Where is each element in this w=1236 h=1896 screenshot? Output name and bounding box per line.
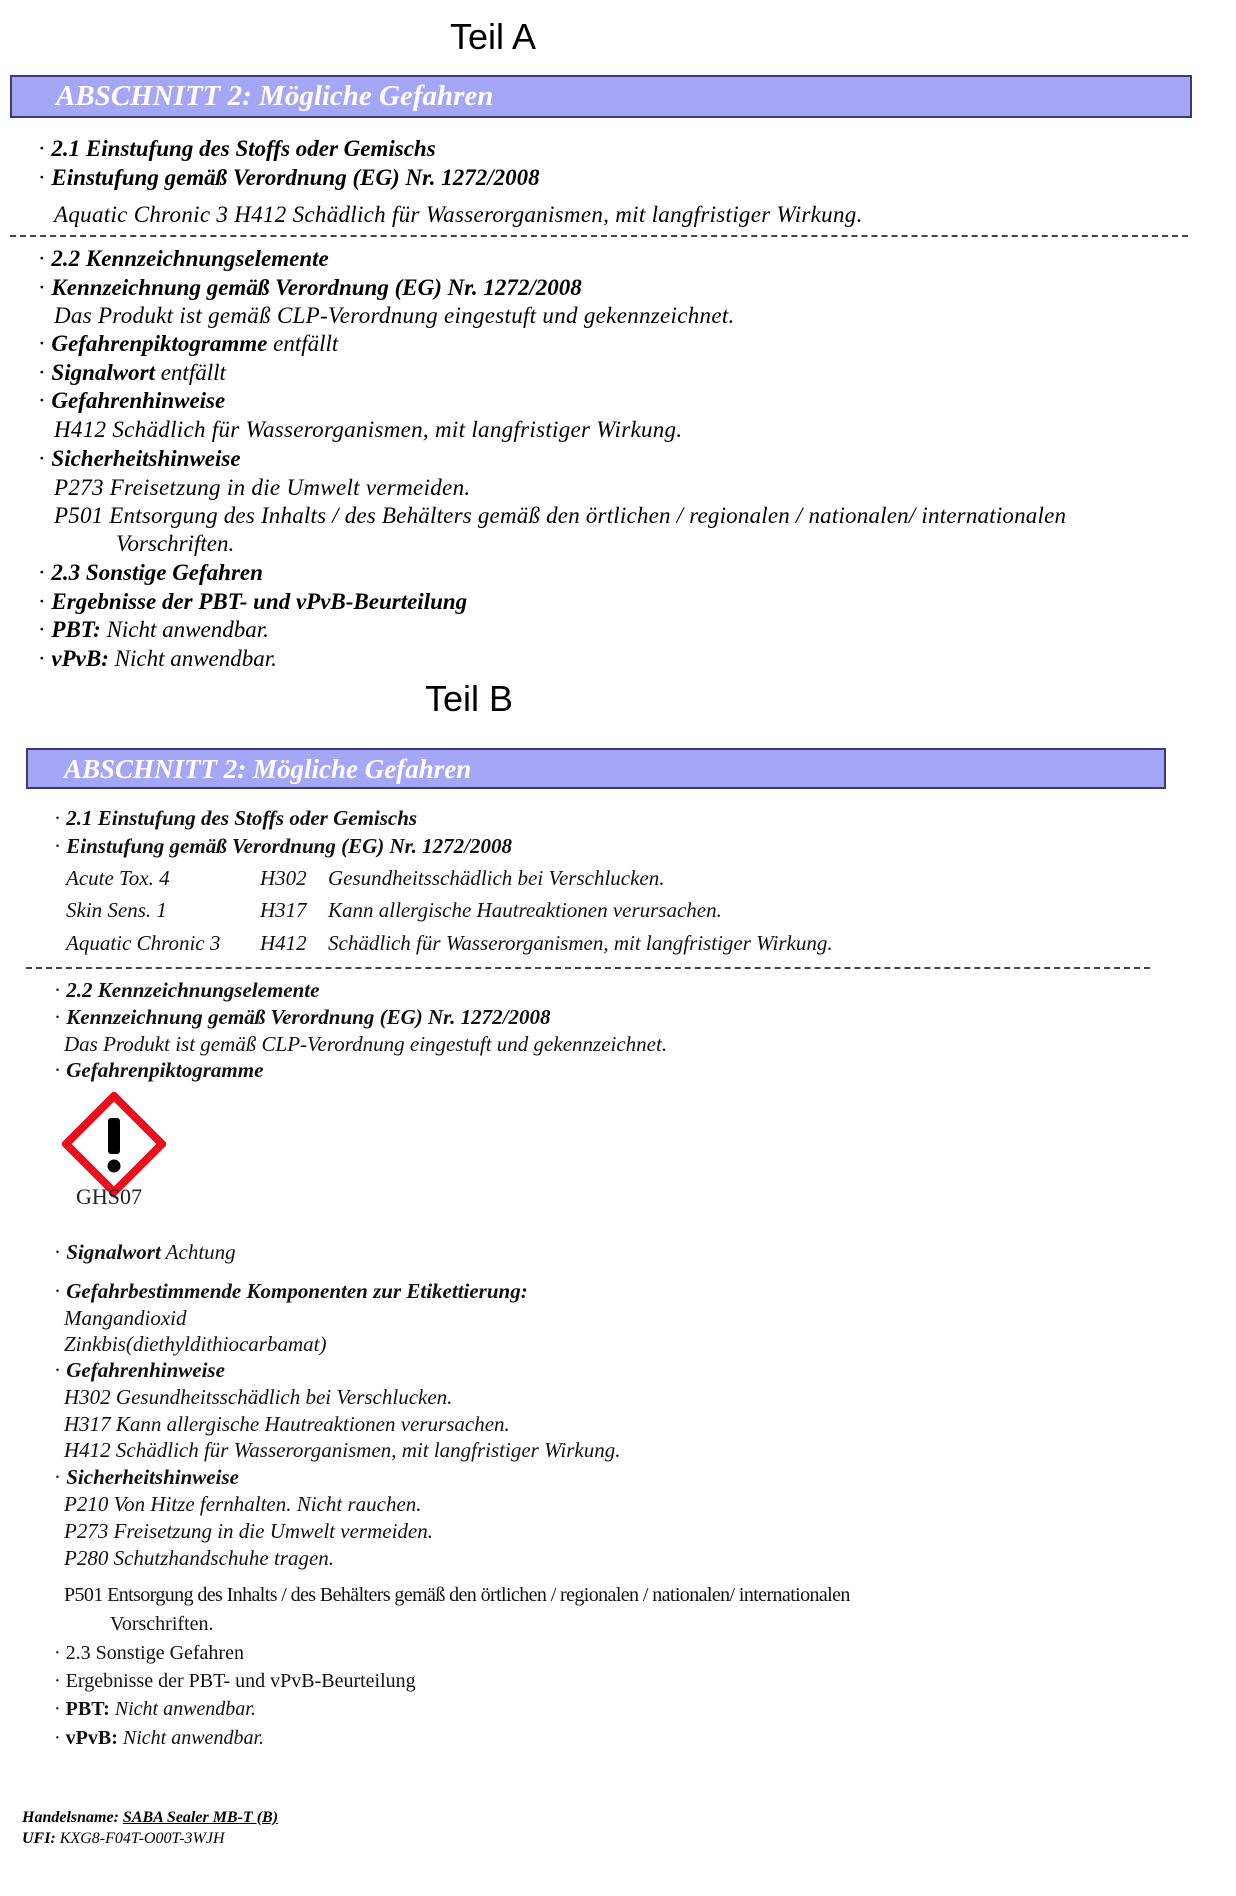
part-b-hazard-label: · Gefahrenhinweise [54, 1358, 225, 1382]
part-a-s22-heading: · 2.2 Kennzeichnungselemente [38, 246, 329, 271]
ufi-code: UFI: KXG8-F04T-O00T-3WJH [22, 1830, 225, 1847]
part-b-pbt: · PBT: Nicht anwendbar. [54, 1698, 256, 1720]
part-b-p501-line2: Vorschriften. [110, 1613, 214, 1635]
part-a-s22-sub: · Kennzeichnung gemäß Verordnung (EG) Nr. 1272/2008 [38, 275, 582, 300]
part-b-s22-sub: · Kennzeichnung gemäß Verordnung (EG) Nr. 1272/2008 [54, 1005, 551, 1029]
part-a-dashed-divider [10, 235, 1188, 237]
part-b-class-code-2: H317 [260, 898, 307, 922]
ghs07-label: GHS07 [76, 1184, 143, 1209]
part-b-title: Teil B [425, 678, 514, 719]
part-b-vpvb: · vPvB: Nicht anwendbar. [54, 1727, 265, 1749]
part-a-s21-sub: · Einstufung gemäß Verordnung (EG) Nr. 1272/2008 [38, 165, 540, 190]
part-b-p273: P273 Freisetzung in die Umwelt vermeiden. [64, 1519, 433, 1543]
part-b-pbt-heading: · Ergebnisse der PBT- und vPvB-Beurteilung [54, 1670, 416, 1692]
part-b-section-banner [26, 748, 1166, 789]
part-b-p210: P210 Von Hitze fernhalten. Nicht rauchen. [64, 1492, 422, 1516]
part-b-class-name-3: Aquatic Chronic 3 [66, 931, 221, 955]
part-a-banner-text: ABSCHNITT 2: Mögliche Gefahren [56, 80, 494, 112]
part-b-class-text-1: Gesundheitsschädlich bei Verschlucken. [328, 866, 665, 890]
part-b-s21-sub: · Einstufung gemäß Verordnung (EG) Nr. 1272/2008 [54, 834, 513, 858]
part-a-pbt: · PBT: Nicht anwendbar. [38, 617, 269, 642]
part-b-p280: P280 Schutzhandschuhe tragen. [64, 1546, 335, 1570]
part-b-class-name-1: Acute Tox. 4 [66, 866, 170, 890]
part-b-h412: H412 Schädlich für Wasserorganismen, mit langfristiger Wirkung. [64, 1438, 621, 1462]
part-a-signalword: · Signalwort entfällt [38, 360, 226, 385]
part-a-title: Teil A [450, 16, 537, 57]
part-b-signalword: · Signalwort Achtung [54, 1240, 236, 1264]
part-a-vpvb: · vPvB: Nicht anwendbar. [38, 646, 277, 671]
part-b-h302: H302 Gesundheitsschädlich bei Verschlucken. [64, 1385, 453, 1409]
part-b-s22-text: Das Produkt ist gemäß CLP-Verordnung eingestuft und gekennzeichnet. [64, 1032, 668, 1056]
part-b-class-code-3: H412 [260, 931, 307, 955]
part-b-component-1: Mangandioxid [64, 1306, 187, 1330]
part-a-h412: H412 Schädlich für Wasserorganismen, mit langfristiger Wirkung. [54, 417, 683, 442]
part-b-component-2: Zinkbis(diethyldithiocarbamat) [64, 1332, 327, 1356]
part-b-safety-label: · Sicherheitshinweise [54, 1465, 239, 1489]
part-a-pictograms: · Gefahrenpiktogramme entfällt [38, 331, 339, 356]
part-b-h317: H317 Kann allergische Hautreaktionen verursachen. [64, 1412, 510, 1436]
part-a-s23-heading: · 2.3 Sonstige Gefahren [38, 560, 263, 585]
part-a-pbt-heading: · Ergebnisse der PBT- und vPvB-Beurteilung [38, 589, 468, 614]
part-b-s22-heading: · 2.2 Kennzeichnungselemente [54, 978, 320, 1002]
part-b-class-name-2: Skin Sens. 1 [66, 898, 167, 922]
part-b-s21-heading: · 2.1 Einstufung des Stoffs oder Gemischs [54, 806, 418, 830]
part-a-section-banner [10, 75, 1192, 118]
part-a-p501-line2: Vorschriften. [116, 531, 235, 556]
part-a-classification: Aquatic Chronic 3 H412 Schädlich für Wasserorganismen, mit langfristiger Wirkung. [54, 202, 863, 227]
part-b-class-text-2: Kann allergische Hautreaktionen verursachen. [328, 898, 722, 922]
part-a-safety-label: · Sicherheitshinweise [38, 446, 241, 471]
part-b-p501-line1: P501 Entsorgung des Inhalts / des Behälters gemäß den örtlichen / regionalen / nationalen/ internationalen [64, 1584, 850, 1606]
part-b-dashed-divider [26, 967, 1150, 969]
part-b-s23-heading: · 2.3 Sonstige Gefahren [54, 1642, 244, 1664]
part-b-banner-text: ABSCHNITT 2: Mögliche Gefahren [64, 754, 472, 784]
part-b-pictograms-label: · Gefahrenpiktogramme [54, 1058, 264, 1082]
trade-name: Handelsname: SABA Sealer MB-T (B) [22, 1809, 279, 1826]
ghs07-exclamation-icon [62, 1092, 166, 1196]
part-a-s21-heading: · 2.1 Einstufung des Stoffs oder Gemischs [38, 136, 436, 161]
part-a-s22-text: Das Produkt ist gemäß CLP-Verordnung eingestuft und gekennzeichnet. [54, 303, 735, 328]
part-a-p501-line1: P501 Entsorgung des Inhalts / des Behälters gemäß den örtlichen / regionalen / nationalen/ internationalen [54, 503, 1067, 528]
part-a-hazard-label: · Gefahrenhinweise [38, 388, 226, 413]
part-b-components-label: · Gefahrbestimmende Komponenten zur Etikettierung: [54, 1279, 528, 1303]
part-a-p273: P273 Freisetzung in die Umwelt vermeiden. [54, 475, 471, 500]
part-b-class-text-3: Schädlich für Wasserorganismen, mit langfristiger Wirkung. [328, 931, 833, 955]
part-b-class-code-1: H302 [260, 866, 307, 890]
